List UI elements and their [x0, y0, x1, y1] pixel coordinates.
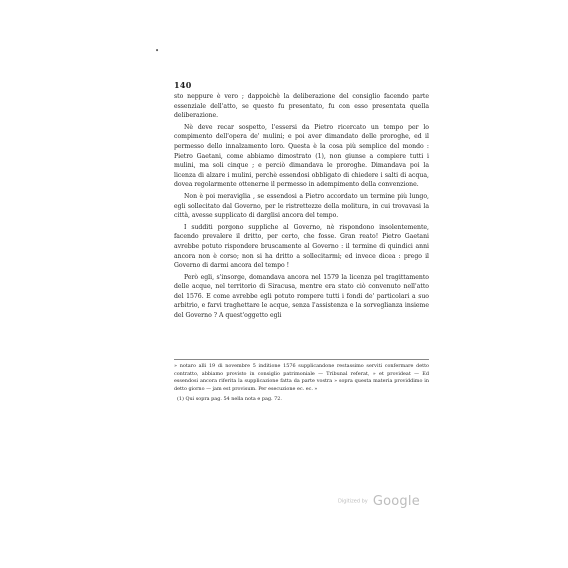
- google-watermark: [338, 491, 420, 510]
- google-logo: Google: [372, 494, 420, 509]
- watermark-prefix: Digitized by: [338, 498, 368, 505]
- paragraph: I sudditi porgono suppliche al Governo, nè rispondono insolentemente, facendo prevalere il dritto, per certo, che fosse. Gran reato! Pietro Gaetani avrebbe potuto rispondere bruscamente al Governo : il termine di quindici anni ancora non è corso; non si ha dritto a sollecitarmi; ed invece dicea : prego il Governo di darmi ancora del tempo !: [174, 223, 429, 270]
- paragraph: Non è poi meraviglia , se essendosi a Pietro accordato un termine più lungo, egli sollecitato dal Governo, per le ristrettezze della molitura, in cui trovavasi la città, avesse supplicato di darglisi ancora del tempo.: [174, 192, 429, 220]
- paragraph: Nè deve recar sospetto, l'essersi da Pietro ricercato un tempo per lo compimento dell'opera de' mulini; e poi aver dimandato delle proroghe, ed il permesso dello innalzamento loro. Questa è la cosa più semplice del mondo : Pietro Gaetani, come abbiamo dimostrato (1), non giunse a compiere tutti i mulini, ma soli cinque ; e perciò dimandava le proroghe. Dimandava poi la licenza di alzare i mulini, perchè essendosi obbligato di chiedere i salti di acqua, dovea regolarmente ottenerne il permesso in adempimento della convenzione.: [174, 123, 429, 189]
- footnote-quote: » notaro alli 19 di novembre 5 inditione 1576 supplicandone restassimo serviti confermare detto contratto, abbiamo provisto in consiglio patrimoniale — Tribunal referat, » et provideat — Ed essendosi ancora riferita la supplicazione fatta da parte vostra » sopra questa materia providdimo in detto giorno — jam est provisum. Per esecuzione ec. ec. »: [174, 363, 429, 392]
- scan-mark: •: [155, 47, 160, 55]
- paragraph: sto neppure è vero ; dappoichè la deliberazione del consiglio facendo parte essenziale dell'atto, se questo fu presentato, fu con esso presentata quella deliberazione.: [174, 93, 429, 120]
- footnote-divider: [174, 359, 429, 360]
- page-number: 140: [174, 80, 192, 90]
- body-text: [174, 92, 429, 323]
- footnote: (1) Qui sopra pag. 54 nella nota e pag. 72.: [177, 396, 282, 403]
- footnotes: [174, 363, 429, 404]
- paragraph: Però egli, s'insorge, domandava ancora nel 1579 la licenza pel tragittamento delle acque, nel territorio di Siracusa, mentre era stato ciò convenuto nell'atto del 1576. E come avrebbe egli potuto rompere tutti i fondi de' particolari a suo arbitrio, e farvi traghettare le acque, senza l'assistenza e la sorveglianza insieme del Governo ? A quest'oggetto egli: [174, 273, 429, 320]
